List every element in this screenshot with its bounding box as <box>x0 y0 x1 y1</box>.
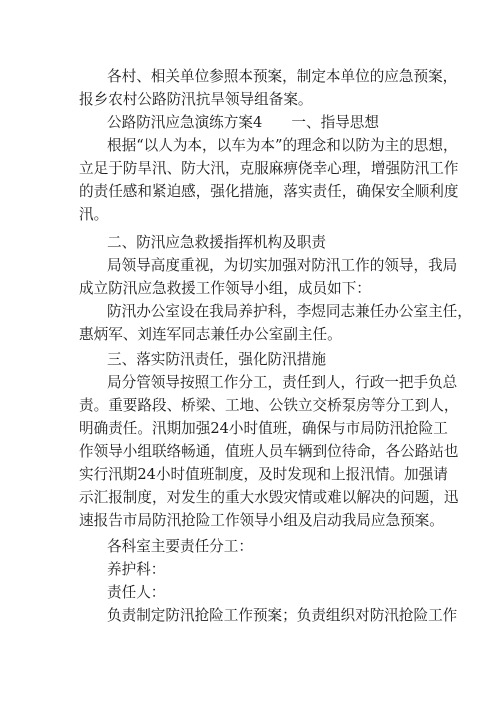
text-line: 汛。 <box>79 206 109 223</box>
text-line: 公路防汛应急演练方案4 一、指导思想 <box>107 114 379 131</box>
text-line: 实行汛期24小时值班制度，及时发现和上报汛情。加强请 <box>79 466 448 483</box>
text-line: 防汛办公室设在我局养护科，李煜同志兼任办公室主任， <box>107 303 472 320</box>
section-heading: 三、落实防汛责任，强化防汛措施 <box>107 351 326 368</box>
text-line: 的责任感和紧迫感，强化措施，落实责任，确保安全顺利度 <box>79 183 459 200</box>
text-line: 责。重要路段、桥梁、工地、公铁立交桥泵房等分工到人， <box>79 397 459 414</box>
text-line: 作领导小组联络畅通，值班人员车辆到位待命，各公路站也 <box>79 443 459 460</box>
text-line: 局领导高度重视，为切实加强对防汛工作的领导，我局 <box>107 257 458 274</box>
text-line: 责任人： <box>107 584 166 601</box>
text-line: 各村、相关单位参照本预案，制定本单位的应急预案， <box>107 68 458 85</box>
text-line: 报乡农村公路防汛抗旱领导组备案。 <box>79 91 313 108</box>
text-line: 各科室主要责任分工： <box>107 538 253 555</box>
text-line: 负责制定防汛抢险工作预案；负责组织对防汛抢险工作 <box>107 607 458 624</box>
text-line: 立足于防旱汛、防大汛，克服麻痹侥幸心理，增强防汛工作 <box>79 160 459 177</box>
text-line: 明确责任。汛期加强24小时值班，确保与市局防汛抢险工 <box>79 420 448 437</box>
text-line: 根据“以人为本，以车为本”的理念和以防为主的思想， <box>107 137 458 154</box>
text-line: 养护科： <box>107 561 166 578</box>
text-line: 成立防汛应急救援工作领导小组，成员如下： <box>79 280 371 297</box>
text-line: 局分管领导按照工作分工，责任到人，行政一把手负总 <box>107 374 458 391</box>
text-line: 惠炳军、刘连军同志兼任办公室副主任。 <box>79 326 342 343</box>
text-line: 示汇报制度，对发生的重大水毁灾情或难以解决的问题，迅 <box>79 489 459 506</box>
section-heading: 二、防汛应急救援指挥机构及职责 <box>107 234 326 251</box>
text-line: 速报告市局防汛抢险工作领导小组及启动我局应急预案。 <box>79 512 444 529</box>
